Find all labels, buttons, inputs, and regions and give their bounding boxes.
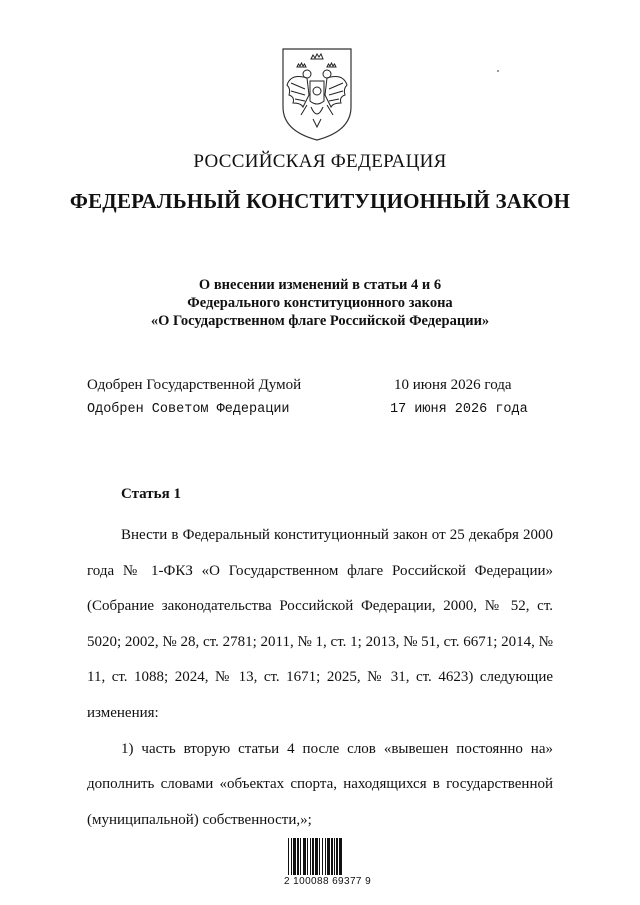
law-type-heading: ФЕДЕРАЛЬНЫЙ КОНСТИТУЦИОННЫЙ ЗАКОН bbox=[69, 189, 571, 213]
approval-block bbox=[87, 377, 547, 425]
law-title-line: Федерального конституционного закона bbox=[187, 295, 453, 311]
law-title-line: «О Государственном флаге Российской Федерации» bbox=[150, 313, 490, 329]
article-intro-paragraph: Внести в Федеральный конституционный закон от 25 декабря 2000 года № 1-ФКЗ «О Государственном флаге Российской Федерации» (Собрание законодательства Российской Федерации, 2000, № 52, ст. 5020; 2002, № 28, ст. 2781; 2011, № 1, ст. 1; 2013, № 51, ст. 6671; 2014, № 11, ст. 1088; 2024, № 13, ст. 1671; 2025, № 31, ст. 4623) следующие изменения: bbox=[87, 527, 553, 721]
approval-row-federation-council bbox=[87, 402, 547, 426]
barcode-number: 2 100088 69377 9 bbox=[284, 876, 372, 887]
article-body bbox=[87, 518, 553, 838]
approval-row-duma bbox=[87, 377, 547, 401]
amendment-item-1: 1) часть вторую статьи 4 после слов «вывешен постоянно на» дополнить словами «объектах спорта, находящихся в государственной (муниципальной) собственности,»; bbox=[87, 740, 553, 828]
approval-label: Одобрен Государственной Думой bbox=[87, 377, 302, 393]
law-title-line: О внесении изменений в статьи 4 и 6 bbox=[198, 277, 442, 293]
stray-mark bbox=[497, 70, 499, 72]
law-title bbox=[0, 276, 640, 330]
coat-of-arms-emblem bbox=[277, 45, 357, 142]
approval-date: 17 июня 2026 года bbox=[390, 402, 528, 417]
country-name: РОССИЙСКАЯ ФЕДЕРАЦИЯ bbox=[193, 151, 447, 172]
approval-date: 10 июня 2026 года bbox=[394, 377, 512, 393]
approval-label: Одобрен Советом Федерации bbox=[87, 402, 290, 417]
barcode bbox=[287, 838, 353, 875]
article-heading: Статья 1 bbox=[121, 486, 181, 502]
